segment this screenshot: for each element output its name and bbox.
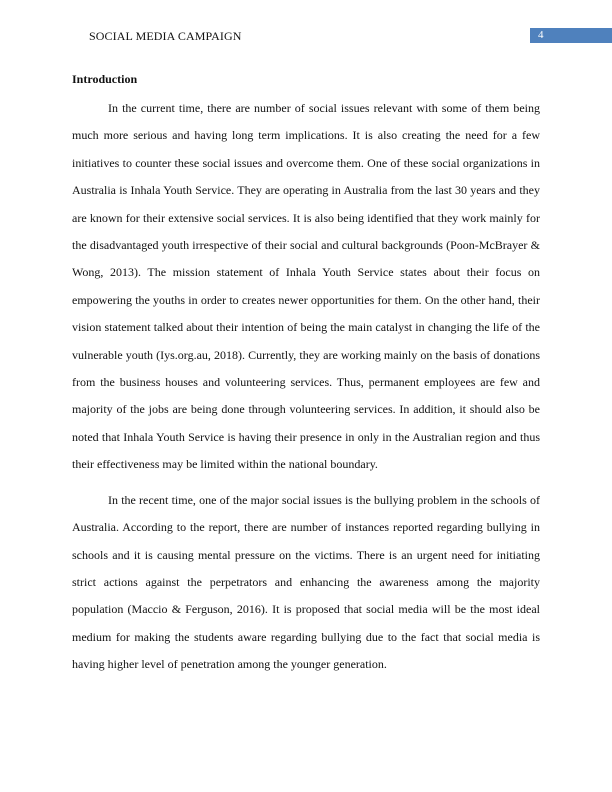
section-heading: Introduction xyxy=(72,72,138,86)
running-head: SOCIAL MEDIA CAMPAIGN xyxy=(89,29,242,43)
page-number: 4 xyxy=(530,28,612,43)
paragraph: In the current time, there are number of social issues relevant with some of them being much more serious and having long term implications. It is also creating the need for a few initiatives to counter these social issues and overcome them. One of these social organizations in Australia is Inhala Youth Service. They are operating in Australia from the last 30 years and they are known for their extensive social services. It is also being identified that they work mainly for the disadvantaged youth irrespective of their social and cultural backgrounds (Poon-McBrayer & Wong, 2013). The mission statement of Inhala Youth Service states about their focus on empowering the youths in order to creates newer opportunities for them. On the other hand, their vision statement talked about their intention of being the main catalyst in changing the life of the vulnerable youth (Iys.org.au, 2018). Currently, they are working mainly on the basis of donations from the business houses and volunteering services. Thus, permanent employees are few and majority of the jobs are being done through volunteering services. In addition, it should also be noted that Inhala Youth Service is having their presence in only in the Australian region and thus their effectiveness may be limited within the national boundary. xyxy=(72,101,540,472)
body-text xyxy=(72,68,540,679)
paragraph: In the recent time, one of the major social issues is the bullying problem in the schools of Australia. According to the report, there are number of instances reported regarding bullying in schools and it is causing mental pressure on the victims. There is an urgent need for initiating strict actions against the perpetrators and enhancing the awareness among the majority population (Maccio & Ferguson, 2016). It is proposed that social media will be the most ideal medium for making the students aware regarding bullying due to the fact that social media is having higher level of penetration among the younger generation. xyxy=(72,492,540,672)
